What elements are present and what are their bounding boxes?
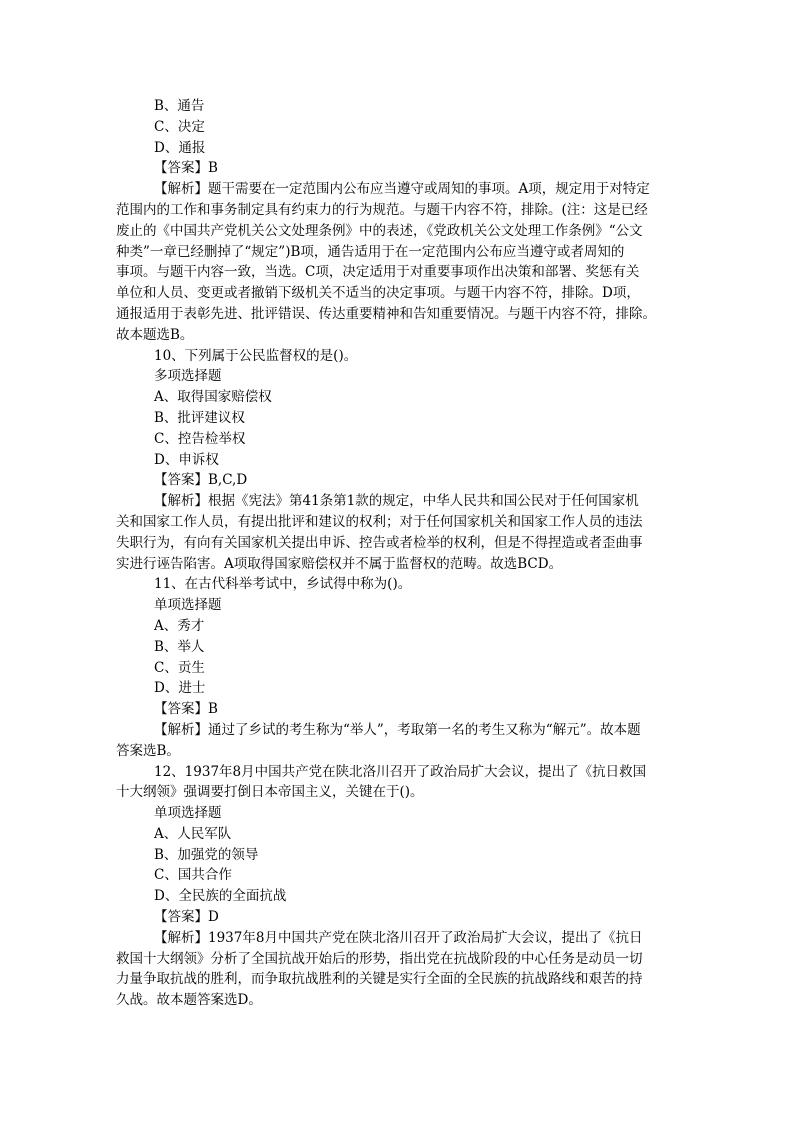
q12-analysis-line: 久战。故本题答案选D。 (116, 992, 262, 1009)
q10-analysis-line: 关和国家工作人员，有提出批评和建议的权利；对于任何国家机关和国家工作人员的违法 (116, 513, 643, 530)
q12-question-line: 12、1937年8月中国共产党在陕北洛川召开了政治局扩大会议，提出了《抗日救国 (154, 763, 647, 780)
q9-option-d: D、通报 (154, 139, 206, 156)
q9-analysis-line: 故本题选B。 (116, 326, 194, 343)
q10-analysis-line: 【解析】根据《宪法》第41条第1款的规定，中华人民共和国公民对于任何国家机 (154, 493, 639, 510)
q12-option-b: B、加强党的领导 (154, 846, 259, 863)
q10-option-a: A、取得国家赔偿权 (154, 389, 272, 406)
q9-analysis-line: 【解析】题干需要在一定范围内公布应当遵守或周知的事项。A项，规定用于对特定 (154, 181, 650, 198)
q12-type: 单项选择题 (154, 805, 222, 822)
document-body (116, 96, 682, 1011)
q9-analysis-line: 种类”一章已经删掉了“规定”)B项，通告适用于在一定范围内公布应当遵守或者周知的 (116, 243, 625, 260)
q12-answer: 【答案】D (154, 909, 219, 926)
q11-question: 11、在古代科举考试中，乡试得中称为()。 (154, 576, 412, 593)
q11-answer: 【答案】B (154, 701, 218, 718)
q11-analysis-line: 答案选B。 (116, 742, 180, 759)
q11-analysis-line: 【解析】通过了乡试的考生称为“举人”，考取第一名的考生又称为“解元”。故本题 (154, 721, 641, 738)
q11-option-a: A、秀才 (154, 617, 205, 634)
q10-analysis (116, 491, 682, 574)
q12-question-line: 十大纲领》强调要打倒日本帝国主义，关键在于()。 (116, 784, 424, 801)
q9-analysis-line: 废止的《中国共产党机关公文处理条例》中的表述，《党政机关公文处理工作条例》“公文 (116, 222, 643, 239)
q9-analysis-line: 通报适用于表彰先进、批评错误、传达重要精神和告知重要情况。与题干内容不符，排除。 (116, 305, 656, 322)
q10-type: 多项选择题 (154, 368, 222, 385)
q10-analysis-line: 实进行诬告陷害。A项取得国家赔偿权并不属于监督权的范畴。故选BCD。 (116, 555, 563, 572)
q9-analysis (116, 179, 682, 345)
q9-option-c: C、决定 (154, 118, 205, 135)
q10-option-c: C、控告检举权 (154, 430, 246, 447)
q9-analysis-line: 事项。与题干内容一致，当选。C项，决定适用于对重要事项作出决策和部署、奖惩有关 (116, 264, 640, 281)
q10-question: 10、下列属于公民监督权的是()。 (154, 347, 358, 364)
q10-option-d: D、申诉权 (154, 451, 219, 468)
q11-option-b: B、举人 (154, 638, 205, 655)
q9-option-b: B、通告 (154, 98, 205, 114)
q11-analysis (116, 720, 682, 762)
q11-option-c: C、贡生 (154, 659, 205, 676)
q10-answer: 【答案】B,C,D (154, 472, 248, 489)
q11-option-d: D、进士 (154, 680, 206, 697)
q10-option-b: B、批评建议权 (154, 409, 245, 426)
q9-answer: 【答案】B (154, 160, 218, 177)
q12-option-c: C、国共合作 (154, 867, 232, 884)
q12-option-a: A、人民军队 (154, 825, 232, 842)
q12-option-d: D、全民族的全面抗战 (154, 888, 287, 905)
q12-analysis-line: 救国十大纲领》分析了全国抗战开始后的形势，指出党在抗战阶段的中心任务是动员一切 (116, 950, 643, 967)
q10-analysis-line: 失职行为，有向有关国家机关提出申诉、控告或者检举的权利，但是不得捏造或者歪曲事 (116, 534, 643, 551)
q12-question (116, 762, 682, 804)
q9-analysis-line: 单位和人员、变更或者撤销下级机关不适当的决定事项。与题干内容不符，排除。D项， (116, 285, 640, 302)
q12-analysis-line: 【解析】1937年8月中国共产党在陕北洛川召开了政治局扩大会议，提出了《抗日 (154, 929, 643, 946)
q12-analysis (116, 928, 682, 1011)
q9-analysis-line: 范围内的工作和事务制定具有约束力的行为规范。与题干内容不符，排除。(注：这是已经 (116, 201, 648, 218)
q11-type: 单项选择题 (154, 597, 222, 614)
q12-analysis-line: 力量争取抗战的胜利，而争取抗战胜利的关键是实行全面的全民族的抗战路线和艰苦的持 (116, 971, 643, 988)
